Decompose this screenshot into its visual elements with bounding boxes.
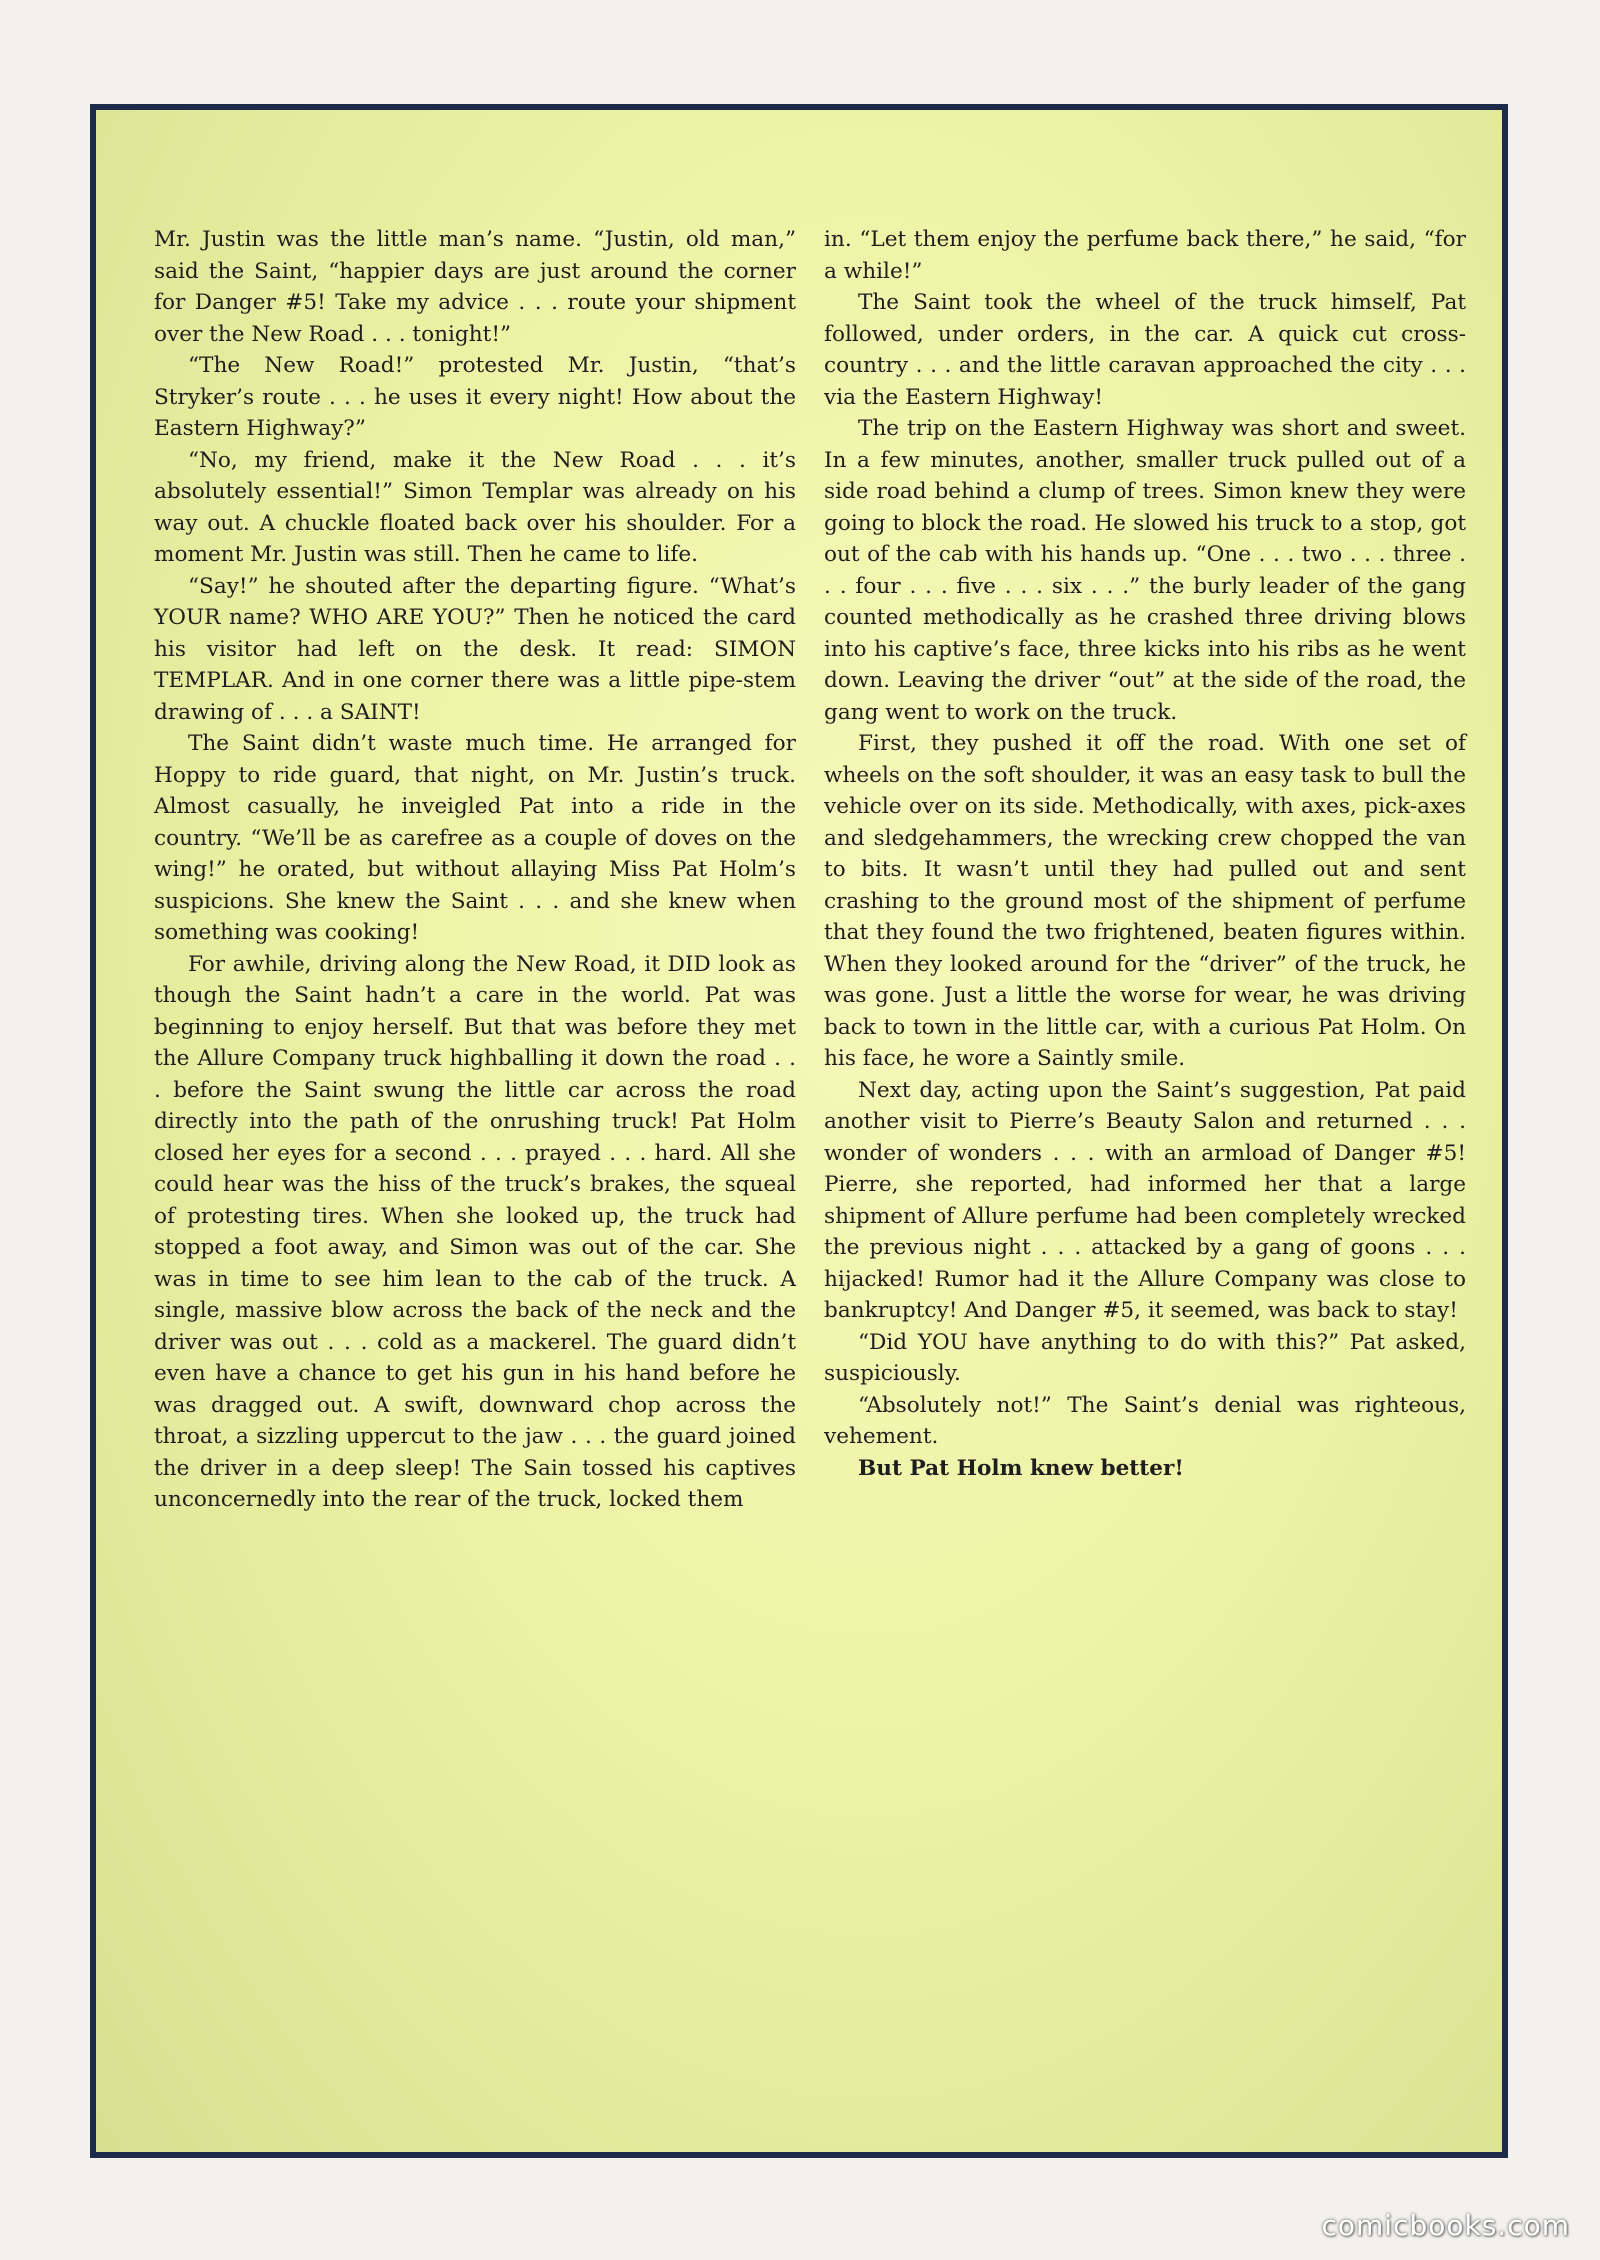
paragraph: Next day, acting upon the Saint’s suggestion, Pat paid another visit to Pierre’s Beauty Salon and returned . . . wonder of wonders . . . with an armload of Danger #5! Pierre, she reported, had informed her that a large shipment of Allure perfume had been completely wrecked the previous night . . . attacked by a gang of goons . . . hijacked! Rumor had it the Allure Company was close to bankruptcy! And Danger #5, it seemed, was back to stay! [824, 1077, 1466, 1323]
paragraph: Mr. Justin was the little man’s name. “Justin, old man,” said the Saint, “happier days are just around the corner for Danger #5! Take my advice . . . route your shipment over the New Road . . . tonight!” [154, 227, 796, 347]
paragraph: The Saint took the wheel of the truck himself, Pat followed, under orders, in the car. A quick cut cross-country . . . and the little caravan approached the city . . . via the Eastern Highway! [824, 290, 1466, 410]
paragraph: First, they pushed it off the road. With one set of wheels on the soft shoulder, it was an easy task to bull the vehicle over on its side. Methodically, with axes, pick-axes and sledgehammers, the wrecking crew chopped the van to bits. It wasn’t until they had pulled out and sent crashing to the ground most of the shipment of perfume that they found the two frightened, beaten figures within. When they looked around for the “driver” of the truck, he was gone. Just a little the worse for wear, he was driving back to town in the little car, with a curious Pat Holm. On his face, he wore a Saintly smile. [824, 731, 1466, 1071]
paragraph-continued: in. “Let them enjoy the perfume back there,” he said, “for a while!” [824, 227, 1466, 284]
watermark: comicbooks.com [1321, 2209, 1570, 2242]
paragraph: “No, my friend, make it the New Road . . . it’s absolutely essential!” Simon Templar was already on his way out. A chuckle floated back over his shoulder. For a moment Mr. Justin was still. Then he came to life. [154, 447, 796, 567]
story-panel [90, 104, 1508, 2158]
left-column [154, 224, 796, 1944]
right-column [824, 224, 1466, 1944]
paragraph: “Absolutely not!” The Saint’s denial was righteous, vehement. [824, 1392, 1466, 1449]
text-columns [154, 224, 1466, 1944]
paragraph: “Did YOU have anything to do with this?” Pat asked, suspiciously. [824, 1329, 1466, 1386]
paragraph: “Say!” he shouted after the departing figure. “What’s YOUR name? WHO ARE YOU?” Then he noticed the card his visitor had left on the desk. It read: SIMON TEMPLAR. And in one corner there was a little pipe-stem drawing of . . . a SAINT! [154, 573, 796, 725]
paragraph: The trip on the Eastern Highway was short and sweet. In a few minutes, another, smaller truck pulled out of a side road behind a clump of trees. Simon knew they were going to block the road. He slowed his truck to a stop, got out of the cab with his hands up. “One . . . two . . . three . . . four . . . five . . . six . . .” the burly leader of the gang counted methodically as he crashed three driving blows into his captive’s face, three kicks into his ribs as he went down. Leaving the driver “out” at the side of the road, the gang went to work on the truck. [824, 416, 1466, 725]
paragraph: “The New Road!” protested Mr. Justin, “that’s Stryker’s route . . . he uses it every night! How about the Eastern Highway?” [154, 353, 796, 441]
paragraph: The Saint didn’t waste much time. He arranged for Hoppy to ride guard, that night, on Mr. Justin’s truck. Almost casually, he inveigled Pat into a ride in the country. “We’ll be as carefree as a couple of doves on the wing!” he orated, but without allaying Miss Pat Holm’s suspicions. She knew the Saint . . . and she knew when something was cooking! [154, 731, 796, 945]
paragraph: For awhile, driving along the New Road, it DID look as though the Saint hadn’t a care in the world. Pat was beginning to enjoy herself. But that was before they met the Allure Company truck highballing it down the road . . . before the Saint swung the little car across the road directly into the path of the onrushing truck! Pat Holm closed her eyes for a second . . . prayed . . . hard. All she could hear was the hiss of the truck’s brakes, the squeal of protesting tires. When she looked up, the truck had stopped a foot away, and Simon was out of the car. She was in time to see him lean to the cab of the truck. A single, massive blow across the back of the neck and the driver was out . . . cold as a mackerel. The guard didn’t even have a chance to get his gun in his hand before he was dragged out. A swift, downward chop across the throat, a sizzling uppercut to the jaw . . . the guard joined the driver in a deep sleep! The Sain tossed his captives unconcernedly into the rear of the truck, locked them [154, 951, 796, 1512]
closing-line: But Pat Holm knew better! [858, 1455, 1184, 1481]
